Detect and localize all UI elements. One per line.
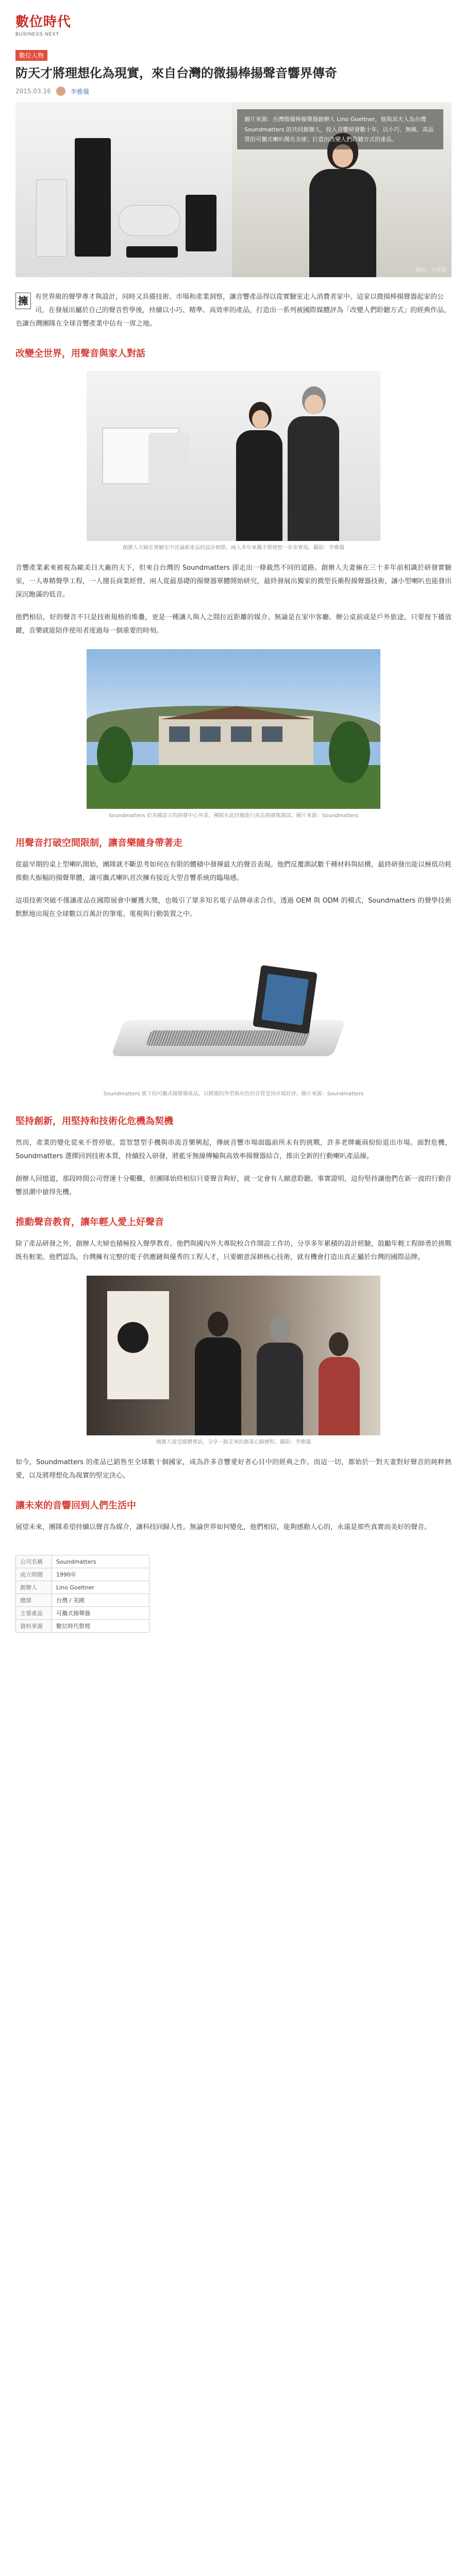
speaker-tower-white: [36, 179, 67, 257]
table-row: [16, 1594, 149, 1607]
speaker-bar-black: [126, 246, 178, 258]
section-heading: 讓未來的音響回到人們生活中: [15, 1500, 136, 1512]
author-avatar[interactable]: [56, 87, 65, 96]
table-key: 公司名稱: [16, 1555, 52, 1568]
publish-date: 2015.03.16: [15, 88, 51, 95]
figure-caption: 創辦人接受媒體專訪，分享一路走來的創業心路歷程。攝影：李雅儀: [156, 1439, 311, 1446]
body-paragraph: 除了產品研發之外，創辦人夫婦也積極投入聲學教育。他們與國內外大專院校合作開設工作坊，分享多年累積的設計經驗，鼓勵年輕工程師勇於挑戰既有框架。他們認為，台灣擁有完整的電子供應鏈與優秀的工程人才，只要願意深耕核心技術，就有機會打造出真正屬於台灣的國際品牌。: [15, 1240, 452, 1262]
section-heading: 改變全世界，用聲音與家人對話: [15, 348, 145, 360]
speaker-tower-black: [75, 138, 111, 257]
logo-subtitle: BUSINESS NEXT: [15, 31, 60, 37]
intro-text: 有世界級的聲學專才與設計，同時又具備技術、市場和產業洞察，讓音響產品得以從實驗室走入消費者家中。這家以微揚棒揚聲器起家的公司，在發展出屬於自己的聲音哲學後，持續以小巧、精準、高效率的產品，打造出一系列被國際媒體評為「改變人們聆聽方式」的經典作品，也讓台灣團隊在全球音響產業中佔有一席之地。: [15, 293, 451, 328]
speaker-small-black: [186, 195, 216, 251]
table-key: 總部: [16, 1594, 52, 1607]
table-value: 可攜式揚聲器: [52, 1607, 149, 1620]
founder-portrait: [304, 133, 381, 277]
table-row: [16, 1581, 149, 1594]
speaker-soundbar: [119, 205, 180, 236]
figure-caption: Soundmatters 於美國設立的研發中心外景，團隊在此持續進行產品開發與測試。圖片來源：Soundmatters: [108, 813, 359, 819]
table-row: [16, 1555, 149, 1568]
body-paragraph: 他們相信，好的聲音不只是技術規格的堆疊，更是一種讓人與人之間拉近距離的媒介。無論是在家中客廳、辦公桌前或是戶外旅途，只要按下播放鍵，音樂就能陪伴使用者度過每一個重要的時刻。: [15, 614, 452, 635]
author-name[interactable]: 李雅儀: [70, 88, 89, 95]
section-heading: 用聲音打破空間限制，讓音樂隨身帶著走: [15, 838, 182, 849]
table-value: 1990年: [52, 1568, 149, 1581]
body-paragraph: 這項技術突破不僅讓產品在國際展會中屢獲大獎，也吸引了眾多知名電子品牌尋求合作。透過 OEM 與 ODM 的模式，Soundmatters 的聲學技術默默地出現在全球數以百萬計的筆電、電視與行動裝置之中。: [15, 897, 452, 919]
logo-name: 數位時代: [15, 14, 72, 30]
hero-image: [15, 102, 452, 277]
table-value: 數位時代整理: [52, 1620, 149, 1633]
article-meta: [15, 87, 452, 96]
table-value: 台灣 / 美國: [52, 1594, 149, 1607]
figure-building: [87, 649, 380, 809]
figure-caption: Soundmatters 旗下的可攜式揚聲器產品，以精簡的外型與出色的音質受到市場好評。圖片來源：Soundmatters: [103, 1091, 364, 1097]
table-row: [16, 1568, 149, 1581]
table-row: [16, 1607, 149, 1620]
table-key: 成立時間: [16, 1568, 52, 1581]
company-info-table: [15, 1555, 149, 1633]
figure-caption: 創辦人夫婦在實驗室中討論新產品的設計細節，兩人多年來攜手將理想一步步實現。攝影：李雅儀: [123, 545, 344, 551]
body-paragraph: 展望未來，團隊希望持續以聲音為媒介，讓科技回歸人性。無論世界如何變化，他們相信，能夠感動人心的，永遠是那些真實而美好的聲音。: [15, 1523, 431, 1532]
intro-paragraph: [15, 291, 452, 331]
table-key: 主要產品: [16, 1607, 52, 1620]
figure-founders: [87, 371, 380, 541]
category-tag[interactable]: 數位人物: [15, 50, 47, 61]
section-heading: 堅持創新，用堅持和技術化危機為契機: [15, 1116, 173, 1127]
dropcap: 擁: [15, 293, 31, 309]
body-paragraph: 音響產業素來被視為歐美日大廠的天下，但來自台灣的 Soundmatters 卻走出一條截然不同的道路。創辦人夫妻倆在三十多年前相識於研發實驗室，一人專精聲學工程，一人擅長商業經營，兩人從最基礎的揚聲器單體開始研究，最終發展出獨家的微型長衝程揚聲器技術，讓小型喇叭也能發出深沉飽滿的低音。: [15, 564, 452, 599]
table-key: 資料來源: [16, 1620, 52, 1633]
body-paragraph: 從最早期的桌上型喇叭開始，團隊就不斷思考如何在有限的體積中發揮最大的聲音表現。他們反覆測試數千種材料與結構，最終研發出能以極低功耗推動大振幅的揚聲單體，讓可攜式喇叭首次擁有接近大型音響系統的臨場感。: [15, 861, 452, 883]
body-paragraph: 如今，Soundmatters 的產品已銷售至全球數十個國家，成為許多音響愛好者心目中的經典之作。而這一切，都始於一對夫妻對好聲音的純粹熱愛，以及將理想化為現實的堅定決心。: [15, 1459, 452, 1480]
section-heading: 推動聲音教育，讓年輕人愛上好聲音: [15, 1217, 164, 1228]
body-paragraph: 創辦人回憶道，那段時間公司營運十分艱難，但團隊始終相信只要聲音夠好，就一定會有人願意聆聽。事實證明，這份堅持讓他們在新一波的行動音響浪潮中搶得先機。: [15, 1175, 452, 1197]
table-value: Lino Goeltner: [52, 1581, 149, 1594]
table-value: Soundmatters: [52, 1555, 149, 1568]
article-container: [15, 0, 452, 1633]
hero-credit: 攝影／李雅儀: [415, 267, 446, 274]
figure-product: [87, 933, 380, 1087]
hero-product-photo: [15, 102, 232, 277]
hero-caption: 圖片來源：台灣微揚棒揚聲器創辦人 Lino Goeltner，他與其夫人為台灣 Soundmatters 的共同創辦人，投入音響研發數十年，以小巧、無線、高品質的可攜式喇叭聞名全球；打造出改變人們聆聽方式的產品。: [237, 109, 443, 149]
table-row: [16, 1620, 149, 1633]
figure-interview: [87, 1276, 380, 1435]
body-paragraph: 然而，產業的變化從來不曾停歇。當智慧型手機與串流音樂興起，傳統音響市場面臨前所未有的挑戰，許多老牌廠商紛紛退出市場。面對危機，Soundmatters 選擇回到技術本質，持續投入研發，將藍牙無線傳輸與高效率揚聲器結合，推出全新的行動喇叭產品線。: [15, 1139, 452, 1161]
site-logo[interactable]: [15, 11, 77, 37]
article-title: 防天才將理想化為現實，來自台灣的微揚棒揚聲音響界傳奇: [15, 66, 337, 80]
table-key: 創辦人: [16, 1581, 52, 1594]
